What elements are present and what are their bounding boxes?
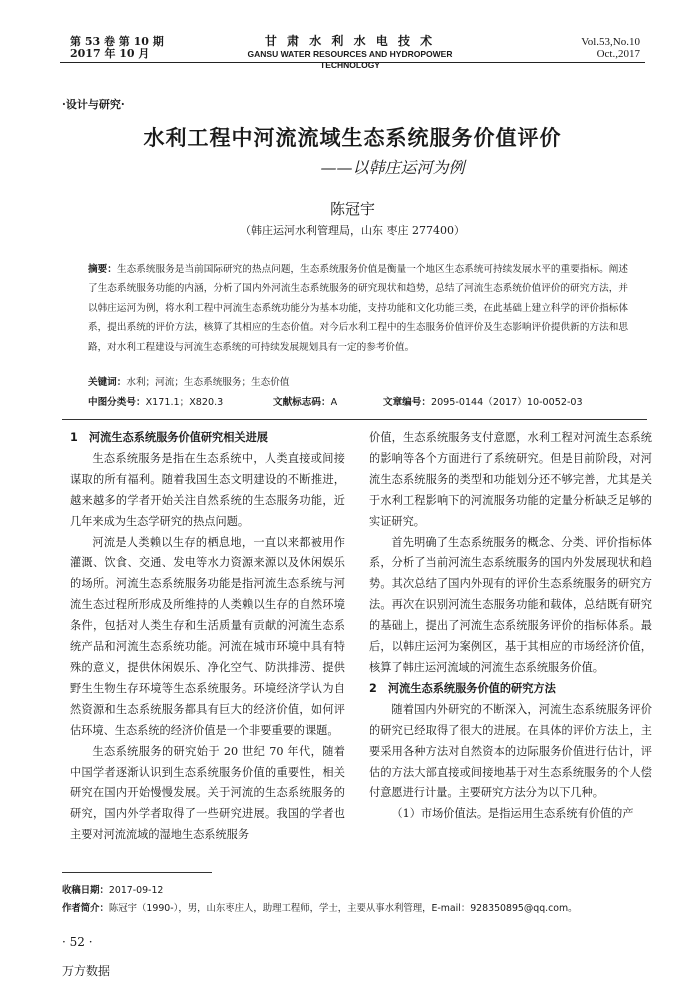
journal-name-en: GANSU WATER RESOURCES AND HYDROPOWER TECHNOLOGY [247, 49, 453, 70]
doc-code-label: 文献标志码： [273, 397, 331, 408]
article-no-value: 2095-0144（2017）10-0052-03 [430, 397, 583, 408]
paragraph: 河流是人类赖以生存的栖息地，一直以来都被用作灌溉、饮食、交通、发电等水力资源来源以及休闲娱乐的场所。河流生态系统服务功能是指河流生态系统与河流生态过程所形成及所维持的人类赖以生存的自然环境条件，包括对人类生存和生活质量有贡献的河流生态系统产品和河流生态系统功能。河流在城市环境中具有特殊的意义，提供休闲娱乐、净化空气、防洪排涝、提供野生生物生存环境等生态系统服务。环境经济学认为自然资源和生态系统服务都具有巨大的经济价值，如何评估环境、生态系统的经济价值是一个非要重要的课题。 [70, 535, 345, 737]
article-no-label: 文章编号： [383, 397, 431, 408]
date-label-en: Oct.,2017 [596, 48, 640, 60]
author-affiliation: （韩庄运河水利管理局，山东 枣庄 277400） [240, 224, 465, 237]
abstract-label: 摘要： [88, 264, 117, 275]
right-column [369, 428, 652, 825]
abstract-divider [62, 419, 647, 420]
paragraph: （1）市场价值法。是指运用生态系统有价值的产 [391, 807, 634, 821]
issue-info-en [581, 36, 640, 60]
clc-value: X171.1；X820.3 [145, 397, 224, 408]
footnote-rule [62, 872, 212, 873]
page-number: · 52 · [62, 935, 93, 949]
abstract [88, 260, 628, 357]
doc-code-value: A [330, 397, 338, 408]
volume-label: 第 53 卷 第 10 期 [70, 35, 164, 48]
watermark-text: 万方数据 [62, 964, 111, 978]
author-name: 陈冠宇 [329, 200, 375, 218]
paragraph: 随着国内外研究的不断深入，河流生态系统服务评价的研究已经取得了很大的进展。在具体的评价方法上，主要采用各种方法对自然资本的边际服务价值进行估计，评估的方法大部直接或间接地基于对生态系统服务的个人偿付意愿进行计量。主要研究方法分为以下几种。 [369, 702, 652, 800]
section-heading-1: 1 河流生态系统服务价值研究相关进展 [70, 431, 268, 444]
paper-subtitle: ——以韩庄运河为例 [320, 158, 465, 177]
keywords-text: 水利；河流；生态系统服务；生态价值 [126, 377, 290, 388]
date-label: 2017 年 10 月 [70, 47, 150, 60]
classification-line [88, 394, 648, 408]
paragraph: 生态系统服务是指在生态系统中，人类直接或间接谋取的所有福利。随着我国生态文明建设的不断推进，越来越多的学者开始关注自然系统的生态服务功能，近几年来成为生态学研究的热点问题。 [70, 451, 345, 528]
header-rule [60, 62, 645, 63]
author-bio-label: 作者简介： [62, 903, 109, 914]
clc-label: 中图分类号： [88, 397, 146, 408]
volume-label-en: Vol.53,No.10 [581, 36, 640, 48]
keywords [88, 374, 628, 388]
author-bio-text: 陈冠宇（1990-），男，山东枣庄人，助理工程师，学士，主要从事水利管理，E-mail：928350895@qq.com。 [108, 903, 578, 914]
journal-name [220, 34, 480, 71]
author-bio [62, 900, 662, 914]
section-heading-2: 2 河流生态系统服务价值的研究方法 [369, 681, 556, 695]
left-column [70, 428, 345, 846]
section-tag: ·设计与研究· [62, 98, 125, 111]
paper-title: 水利工程中河流流域生态系统服务价值评价 [143, 125, 562, 150]
paragraph: 价值，生态系统服务支付意愿，水利工程对河流生态系统的影响等各个方面进行了系统研究。但是目前阶段，对河流生态系统服务的类型和功能划分还不够完善，尤其是关于水利工程影响下的河流服务功能的定量分析缺乏足够的实证研究。 [369, 431, 652, 528]
received-value: 2017-09-12 [108, 885, 164, 896]
journal-name-cn: 甘 肃 水 利 水 电 技 术 [264, 34, 436, 48]
issue-info [70, 36, 164, 60]
received-label: 收稿日期： [62, 885, 109, 896]
paragraph: 生态系统服务的研究始于 20 世纪 70 年代，随着中国学者逐渐认识到生态系统服务价值的重要性，相关研究在国内开始慢慢发展。关于河流的生态系统服务的研究，国内外学者取得了一些研究进展。我国的学者也主要对河流流域的湿地生态系统服务 [70, 744, 345, 842]
paragraph: 首先明确了生态系统服务的概念、分类、评价指标体系，分析了当前河流生态系统服务的国内外发展现状和趋势。其次总结了国内外现有的评价生态系统服务的研究方法。再次在识别河流生态服务功能和载体，总结既有研究的基础上，提出了河流生态系统服务评价的指标体系。最后，以韩庄运河为案例区，基于其相应的市场经济价值，核算了韩庄运河流域的河流生态系统服务价值。 [369, 535, 652, 674]
received-date [62, 882, 163, 896]
abstract-text: 生态系统服务是当前国际研究的热点问题，生态系统服务价值是衡量一个地区生态系统可持续发展水平的重要指标。阐述了生态系统服务功能的内涵，分析了国内外河流生态系统服务的研究现状和趋势，总结了河流生态系统价值评价的研究方法，并以韩庄运河为例，将水利工程中河流生态系统功能分为基本功能，支持功能和文化功能三类，在此基础上建立科学的评价指标体系，提出系统的评价方法，核算了其相应的生态价值。对今后水利工程中的生态服务价值评价及生态影响评价提供新的方法和思路，对水利工程建设与河流生态系统的可持续发展规划具有一定的参考价值。 [88, 264, 629, 353]
keywords-label: 关键词： [88, 377, 127, 388]
